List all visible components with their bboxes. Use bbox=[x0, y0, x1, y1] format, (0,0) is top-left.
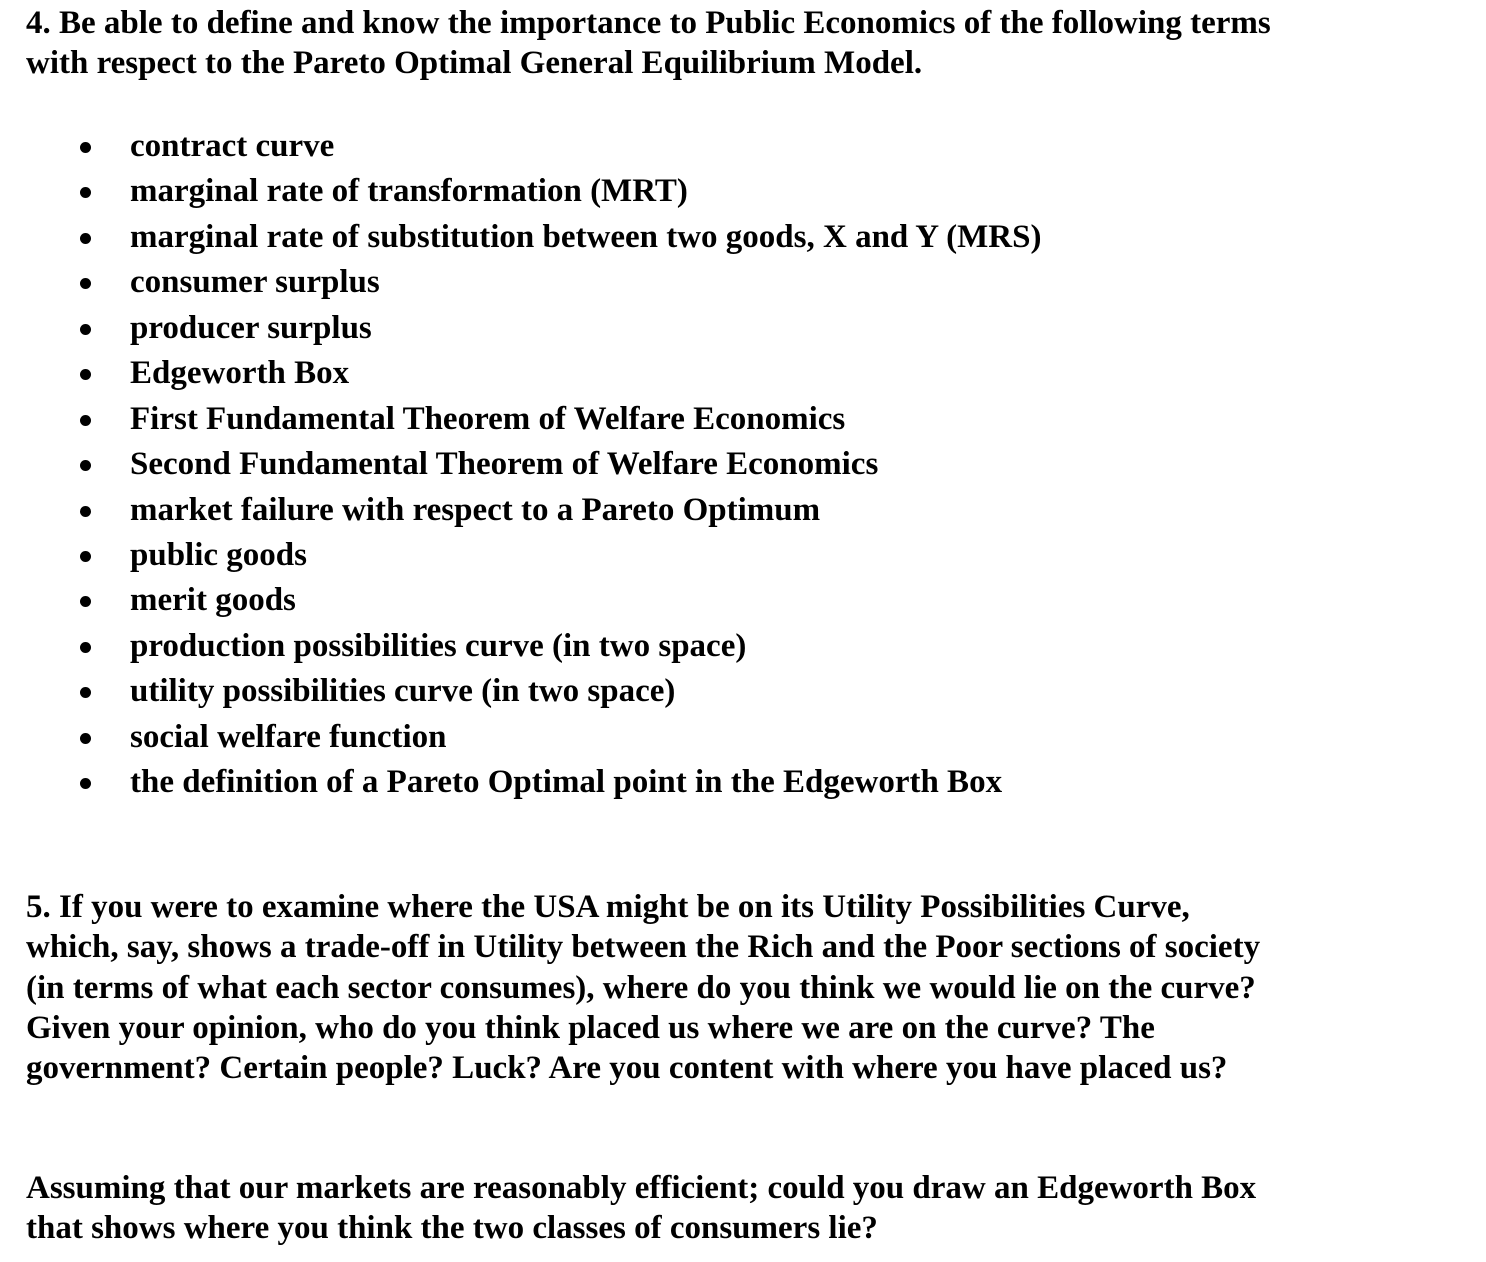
term-text: public goods bbox=[130, 536, 307, 573]
term-text: marginal rate of substitution between two goods, X and Y (MRS) bbox=[130, 218, 1042, 255]
term-text: market failure with respect to a Pareto Optimum bbox=[130, 491, 821, 528]
bullet-icon bbox=[80, 324, 91, 335]
term-text: Second Fundamental Theorem of Welfare Economics bbox=[130, 446, 879, 483]
bullet-icon bbox=[80, 415, 91, 426]
bullet-icon bbox=[80, 506, 91, 517]
question-5-followup: Assuming that our markets are reasonably efficient; could you draw an Edgeworth Box that shows where you think the two classes of consumers lie? bbox=[26, 1170, 1257, 1247]
bullet-icon bbox=[80, 278, 91, 289]
bullet-icon bbox=[80, 551, 91, 562]
term-text: production possibilities curve (in two space) bbox=[130, 627, 747, 664]
term-text: merit goods bbox=[130, 582, 296, 619]
term-text: producer surplus bbox=[130, 309, 372, 346]
bullet-icon bbox=[80, 233, 91, 244]
term-text: utility possibilities curve (in two space) bbox=[130, 673, 676, 710]
bullet-icon bbox=[80, 369, 91, 380]
bullet-icon bbox=[80, 687, 91, 698]
bullet-icon bbox=[80, 596, 91, 607]
bullet-icon bbox=[80, 187, 91, 198]
term-text: consumer surplus bbox=[130, 264, 380, 301]
term-text: the definition of a Pareto Optimal point in the Edgeworth Box bbox=[130, 764, 1003, 801]
bullet-icon bbox=[80, 778, 91, 789]
term-text: First Fundamental Theorem of Welfare Economics bbox=[130, 400, 846, 437]
term-text: contract curve bbox=[130, 128, 335, 164]
bullet-icon bbox=[80, 733, 91, 744]
bullet-icon bbox=[80, 460, 91, 471]
term-text: social welfare function bbox=[130, 718, 447, 755]
bullet-icon bbox=[80, 642, 91, 653]
question-4-prompt: 4. Be able to define and know the importance to Public Economics of the following terms with respect to the Pareto Optimal General Equilibrium Model. bbox=[26, 5, 1271, 82]
bullet-icon bbox=[80, 142, 91, 153]
term-text: marginal rate of transformation (MRT) bbox=[130, 173, 688, 210]
question-5-prompt: 5. If you were to examine where the USA might be on its Utility Possibilities Curve, which, say, shows a trade-off in Utility between the Rich and the Poor sections of society (in terms of what each sector consumes), where do you think we would lie on the curve? Given your opinion, who do you think placed us where we are on the curve? The government? Certain people? Luck? Are you content with where you have placed us? bbox=[26, 889, 1261, 1087]
term-text: Edgeworth Box bbox=[130, 355, 350, 392]
